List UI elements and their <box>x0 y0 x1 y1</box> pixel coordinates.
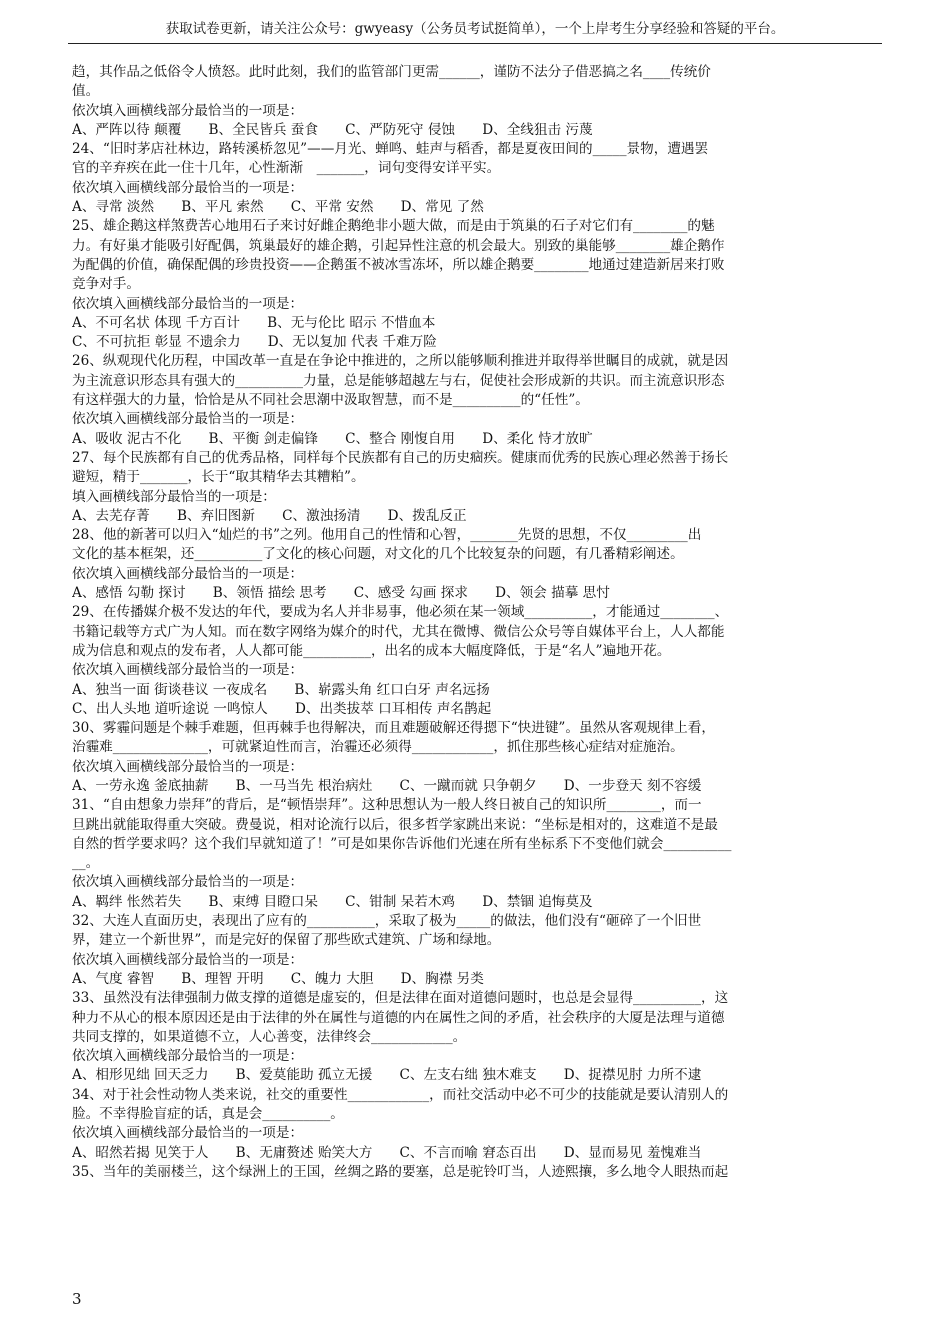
text-line: 种力不从心的根本原因还是由于法律的外在属性与道德的内在属性之间的矛盾，社会秩序的大厦是法理与道德 <box>72 1009 725 1026</box>
page-number: 3 <box>72 1290 82 1308</box>
question-29: 29、在传播媒介极不发达的年代，要成为名人并非易事，他必须在某一领域__________，才能通过________、 <box>72 604 729 621</box>
answer-options: A、气度 睿智 B、理智 开明 C、魄力 大胆 D、胸襟 另类 <box>72 970 484 987</box>
document-body <box>72 63 882 1182</box>
answer-options: C、不可抗拒 彰显 不遗余力 D、无以复加 代表 千难万险 <box>72 334 437 351</box>
answer-options: A、羁绊 怅然若失 B、束缚 目瞪口呆 C、钳制 呆若木鸡 D、禁锢 追悔莫及 <box>72 893 593 910</box>
answer-options: A、寻常 淡然 B、平凡 索然 C、平常 安然 D、常见 了然 <box>72 199 484 216</box>
text-line: 值。 <box>72 83 100 100</box>
question-prompt: 依次填入画横线部分最恰当的一项是： <box>72 411 304 428</box>
text-line: 书籍记载等方式广为人知。而在数字网络为媒介的时代，尤其在微博、微信公众号等自媒体平台上，人人都能 <box>72 623 725 640</box>
question-prompt: 依次填入画横线部分最恰当的一项是： <box>72 951 304 968</box>
answer-options: A、相形见绌 回天乏力 B、爱莫能助 孤立无援 C、左支右绌 独木难支 D、捉襟见肘 力所不逮 <box>72 1067 702 1084</box>
question-prompt: 依次填入画横线部分最恰当的一项是： <box>72 102 304 119</box>
question-27: 27、每个民族都有自己的优秀品格，同样每个民族都有自己的历史痼疾。健康而优秀的民族心理必然善于扬长 <box>72 449 729 466</box>
answer-options: C、出人头地 道听途说 一鸣惊人 D、出类拔萃 口耳相传 声名鹊起 <box>72 700 492 717</box>
question-25: 25、雄企鹅这样煞费苦心地用石子来讨好雌企鹅绝非小题大做，而是由于筑巢的石子对它们有________的魅 <box>72 218 715 235</box>
question-prompt: 填入画横线部分最恰当的一项是： <box>72 488 276 505</box>
text-line: 为配偶的价值，确保配偶的珍贵投资——企鹅蛋不被冰雪冻坏，所以雄企鹅要________地通过建造新居来打败 <box>72 256 725 273</box>
question-prompt: 依次填入画横线部分最恰当的一项是： <box>72 1048 304 1065</box>
question-30: 30、雾霾问题是个棘手难题，但再棘手也得解决，而且难题破解还得摁下“快进键”。虽然从客观规律上看， <box>72 720 715 737</box>
answer-options: A、去芜存菁 B、弃旧图新 C、激浊扬清 D、拨乱反正 <box>72 507 467 524</box>
question-prompt: 依次填入画横线部分最恰当的一项是： <box>72 662 304 679</box>
text-line: 界，建立一个新世界”，而是完好的保留了那些欧式建筑、广场和绿地。 <box>72 932 501 949</box>
answer-options: A、昭然若揭 见笑于人 B、无庸赘述 贻笑大方 C、不言而喻 窘态百出 D、显而易见 羞愧难当 <box>72 1144 702 1161</box>
question-prompt: 依次填入画横线部分最恰当的一项是： <box>72 565 304 582</box>
answer-options: A、一劳永逸 釜底抽薪 B、一马当先 根治病灶 C、一蹴而就 只争朝夕 D、一步登天 刻不容缓 <box>72 777 702 794</box>
text-line: 文化的基本框架，还__________了文化的核心问题，对文化的几个比较复杂的问题，有几番精彩阐述。 <box>72 546 684 563</box>
question-prompt: 依次填入画横线部分最恰当的一项是： <box>72 758 304 775</box>
text-line: 成为信息和观点的发布者，人人都可能__________，出名的成本大幅度降低，于是“名人”遍地开花。 <box>72 642 671 659</box>
text-line: 旦跳出就能取得重大突破。费曼说，相对论流行以后，很多哲学家跳出来说：“坐标是相对的，这难道不是最 <box>72 816 718 833</box>
question-prompt: 依次填入画横线部分最恰当的一项是： <box>72 179 304 196</box>
question-prompt: 依次填入画横线部分最恰当的一项是： <box>72 874 304 891</box>
answer-options: A、吸收 泥古不化 B、平衡 剑走偏锋 C、整合 刚愎自用 D、柔化 恃才放旷 <box>72 430 593 447</box>
text-line: 脸。不幸得脸盲症的话，真是会__________。 <box>72 1106 344 1123</box>
question-35: 35、当年的美丽楼兰，这个绿洲上的王国，丝绸之路的要塞，总是驼铃叮当，人迹熙攘，多么地令人眼热而起 <box>72 1163 729 1180</box>
text-line: 力。有好巢才能吸引好配偶，筑巢最好的雄企鹅，引起异性注意的机会最大。别致的巢能够________雄企鹅作 <box>72 237 725 254</box>
question-33: 33、虽然没有法律强制力做支撑的道德是虚妄的，但是法律在面对道德问题时，也总是会显得__________，这 <box>72 990 729 1007</box>
text-line: 趋，其作品之低俗令人愤怒。此时此刻，我们的监管部门更需______，谨防不法分子借恶搞之名____传统价 <box>72 64 711 80</box>
text-line: 有这样强大的力量，恰恰是从不同社会思潮中汲取智慧，而不是__________的“任性”。 <box>72 392 589 409</box>
text-line: __。 <box>72 855 100 872</box>
text-line: 避短，精于_______，长于“取其精华去其糟粕”。 <box>72 469 365 486</box>
question-28: 28、他的新著可以归入“灿烂的书”之列。他用自己的性情和心智，_______先贤的思想，不仅_________出 <box>72 527 702 544</box>
question-24: 24、“旧时茅店社林边，路转溪桥忽见”——月光、蝉鸣、蛙声与稻香，都是夏夜田间的_____景物，遭遇罢 <box>72 141 709 158</box>
text-line: 为主流意识形态具有强大的__________力量，总是能够超越左与右，促使社会形成新的共识。而主流意识形态 <box>72 372 725 389</box>
answer-options: A、独当一面 街谈巷议 一夜成名 B、崭露头角 红口白牙 声名远扬 <box>72 681 490 698</box>
answer-options: A、不可名状 体现 千方百计 B、无与伦比 昭示 不惜血本 <box>72 314 436 331</box>
text-line: 共同支撑的，如果道德不立，人心善变，法律终会____________。 <box>72 1028 467 1045</box>
text-line: 官的辛弃疾在此一住十几年，心性渐渐 _______，词句变得安详平实。 <box>72 160 501 177</box>
text-line: 自然的哲学要求吗？这个我们早就知道了！”可是如果你告诉他们光速在所有坐标系下不变他们就会__________ <box>72 835 732 852</box>
answer-options: A、严阵以待 颠覆 B、全民皆兵 蚕食 C、严防死守 侵蚀 D、全线狙击 污蔑 <box>72 121 593 138</box>
question-prompt: 依次填入画横线部分最恰当的一项是： <box>72 1125 304 1142</box>
question-26: 26、纵观现代化历程，中国改革一直是在争论中推进的，之所以能够顺利推进并取得举世瞩目的成就，就是因 <box>72 353 729 370</box>
page-header: 获取试卷更新，请关注公众号：gwyeasy（公务员考试挺简单），一个上岸考生分享经验和答疑的平台。 <box>68 20 882 44</box>
question-34: 34、对于社会性动物人类来说，社交的重要性____________，而社交活动中必不可少的技能就是要认清别人的 <box>72 1086 729 1103</box>
question-32: 32、大连人直面历史，表现出了应有的__________，采取了极为_____的做法，他们没有“砸碎了一个旧世 <box>72 913 702 930</box>
question-prompt: 依次填入画横线部分最恰当的一项是： <box>72 295 304 312</box>
question-31: 31、“自由想象力崇拜”的背后，是“顿悟崇拜”。这种思想认为一般人终日被自己的知识所________，而一 <box>72 797 702 814</box>
answer-options: A、感悟 勾勒 探讨 B、领悟 描绘 思考 C、感受 勾画 探求 D、领会 描摹 思忖 <box>72 585 610 602</box>
text-line: 治霾难______________，可就紧迫性而言，治霾还必须得____________，抓住那些核心症结对症施治。 <box>72 739 684 756</box>
text-line: 竞争对手。 <box>72 276 140 293</box>
